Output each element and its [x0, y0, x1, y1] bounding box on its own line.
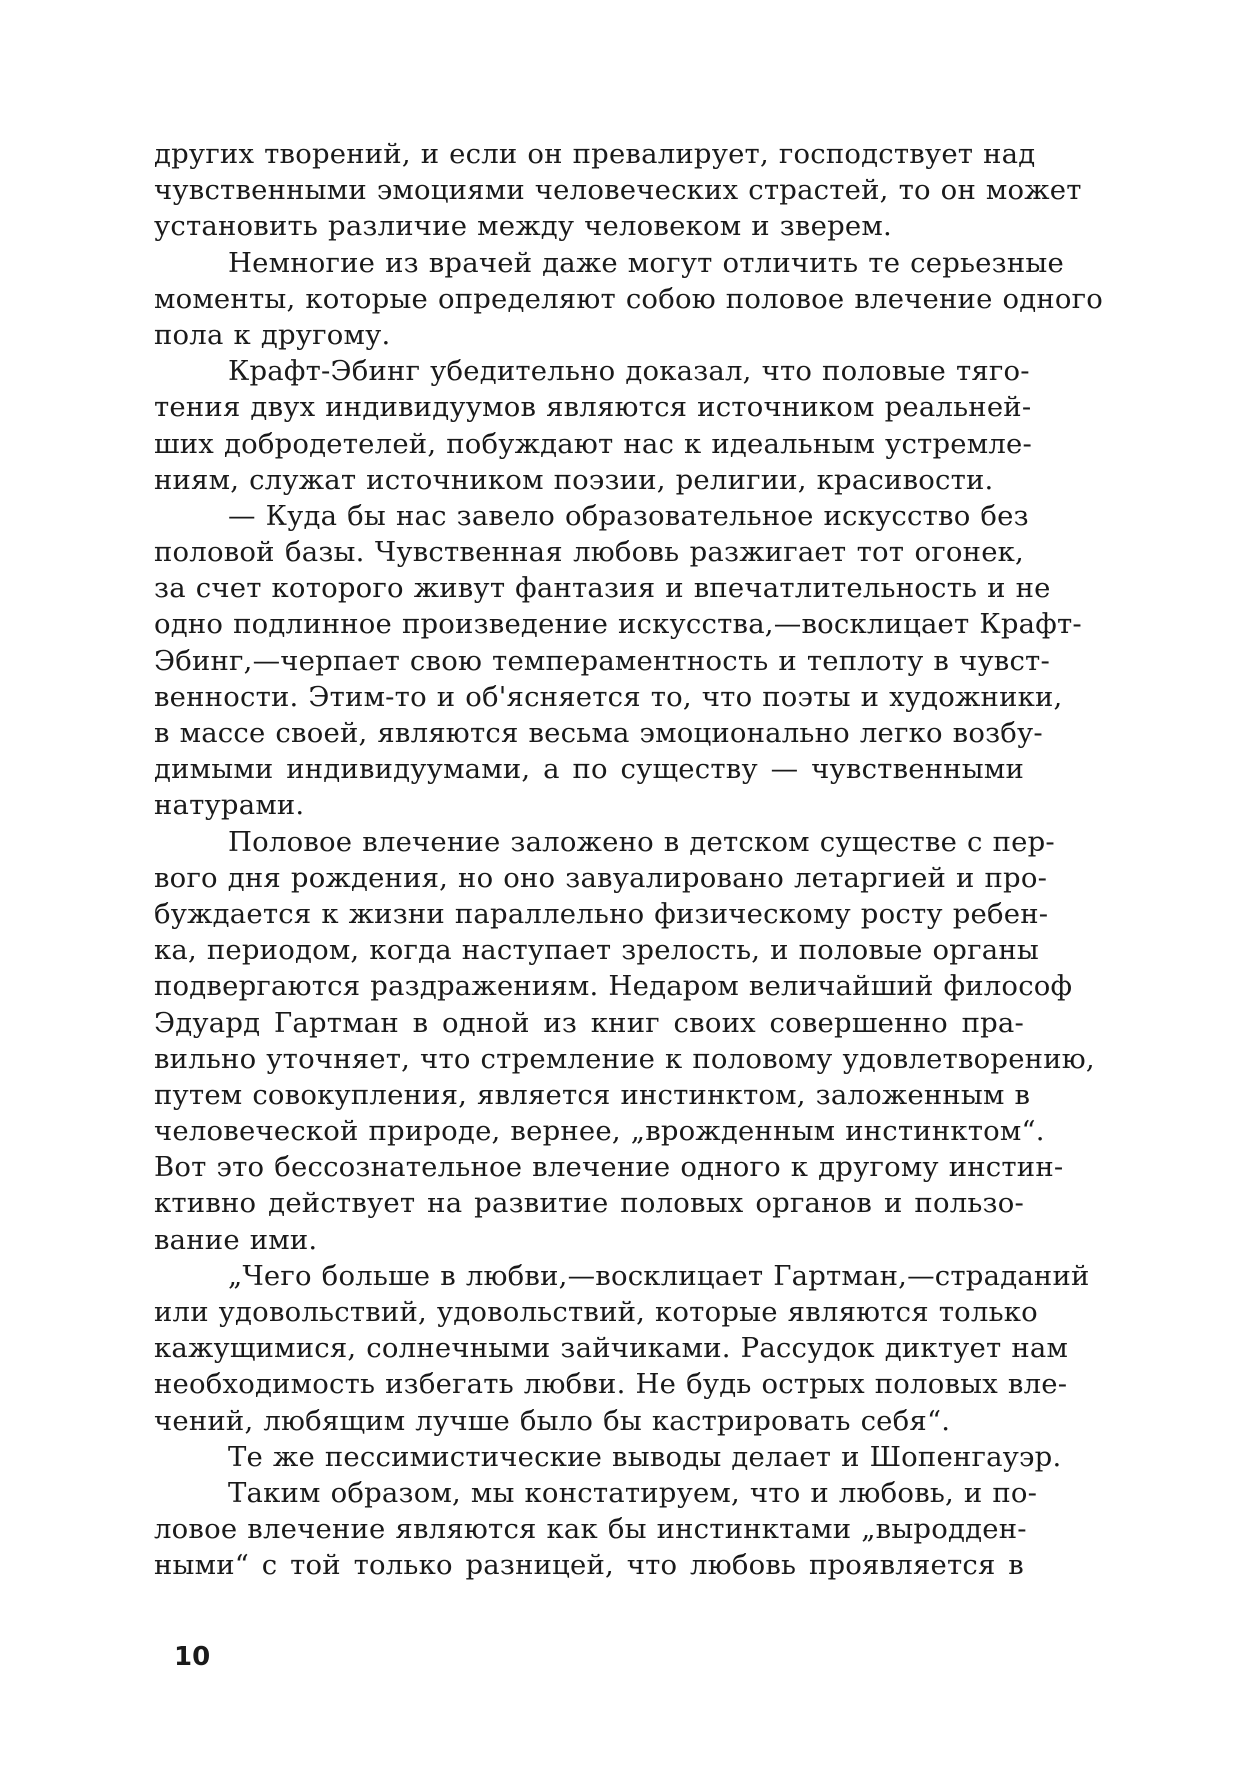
text-line: ших добродетелей, побуждают нас к идеальным устремле-: [154, 427, 1032, 460]
text-line: венности. Этим-то и об'ясняется то, что поэты и художники,: [154, 680, 1063, 713]
text-line: необходимость избегать любви. Не будь острых половых вле-: [154, 1368, 1068, 1401]
text-line: натурами.: [154, 789, 305, 822]
text-line: моменты, которые определяют собою половое влечение одного: [154, 282, 1104, 315]
text-line: чений, любящим лучше было бы кастрировать себя“.: [154, 1404, 951, 1437]
text-line: Те же пессимистические выводы делает и Шопенгауэр.: [228, 1440, 1062, 1473]
text-line: установить различие между человеком и зверем.: [154, 210, 892, 243]
text-line: тения двух индивидуумов являются источником реальней-: [154, 391, 1032, 424]
text-line: ниям, служат источником поэзии, религии, красивости.: [154, 463, 994, 496]
text-line: или удовольствий, удовольствий, которые являются только: [154, 1296, 1038, 1328]
text-line: Вот это бессознательное влечение одного к другому инстин-: [154, 1151, 1064, 1184]
text-line: Половое влечение заложено в детском существе с пер-: [228, 825, 1055, 858]
text-line: ка, периодом, когда наступает зрелость, и половые органы: [154, 934, 1039, 967]
text-line: путем совокупления, является инстинктом, заложенным в: [154, 1078, 1031, 1111]
text-line: вого дня рождения, но оно завуалировано летаргией и про-: [154, 861, 1048, 894]
text-line: в массе своей, являются весьма эмоционально легко возбу-: [154, 717, 1043, 749]
page-body: [154, 136, 1104, 1584]
text-line: ктивно действует на развитие половых органов и пользо-: [154, 1187, 1024, 1220]
text-line: вание ими.: [154, 1223, 318, 1256]
text-line: половой базы. Чувственная любовь разжигает тот огонек,: [154, 536, 1024, 569]
text-line: буждается к жизни параллельно физическому росту ребен-: [154, 897, 1049, 930]
text-line: за счет которого живут фантазия и впечатлительность и не: [154, 572, 1051, 605]
text-line: пола к другому.: [154, 318, 391, 351]
text-line: чувственными эмоциями человеческих страстей, то он может: [154, 174, 1082, 207]
text-line: димыми индивидуумами, а по существу — чувственными: [154, 753, 1024, 786]
page-number: 10: [174, 1642, 211, 1672]
text-line: „Чего больше в любви,—восклицает Гартман,—страданий: [228, 1259, 1090, 1292]
text-line: Крафт-Эбинг убедительно доказал, что половые тяго-: [228, 355, 1030, 388]
text-line: Таким образом, мы констатируем, что и любовь, и по-: [228, 1476, 1038, 1509]
text-line: подвергаются раздражениям. Недаром величайший философ: [154, 970, 1073, 1003]
text-line: — Куда бы нас завело образовательное искусство без: [228, 499, 1029, 532]
text-line: кажущимися, солнечными зайчиками. Рассудок диктует нам: [154, 1332, 1069, 1365]
text-line: других творений, и если он превалирует, господствует над: [154, 138, 1036, 170]
text-line: Немногие из врачей даже могут отличить те серьезные: [228, 246, 1064, 279]
text-line: Эбинг,—черпает свою темпераментность и теплоту в чувст-: [154, 644, 1050, 677]
text-line: человеческой природе, вернее, „врожденным инстинктом“.: [154, 1115, 1045, 1148]
text-line: одно подлинное произведение искусства,—восклицает Крафт-: [154, 608, 1082, 641]
text-line: ными“ с той только разницей, что любовь проявляется в: [154, 1549, 1024, 1582]
text-line: ловое влечение являются как бы инстинктами „выродден-: [154, 1513, 1027, 1546]
text-line: Эдуард Гартман в одной из книг своих совершенно пра-: [154, 1006, 1024, 1039]
text-line: вильно уточняет, что стремление к половому удовлетворению,: [154, 1042, 1095, 1075]
